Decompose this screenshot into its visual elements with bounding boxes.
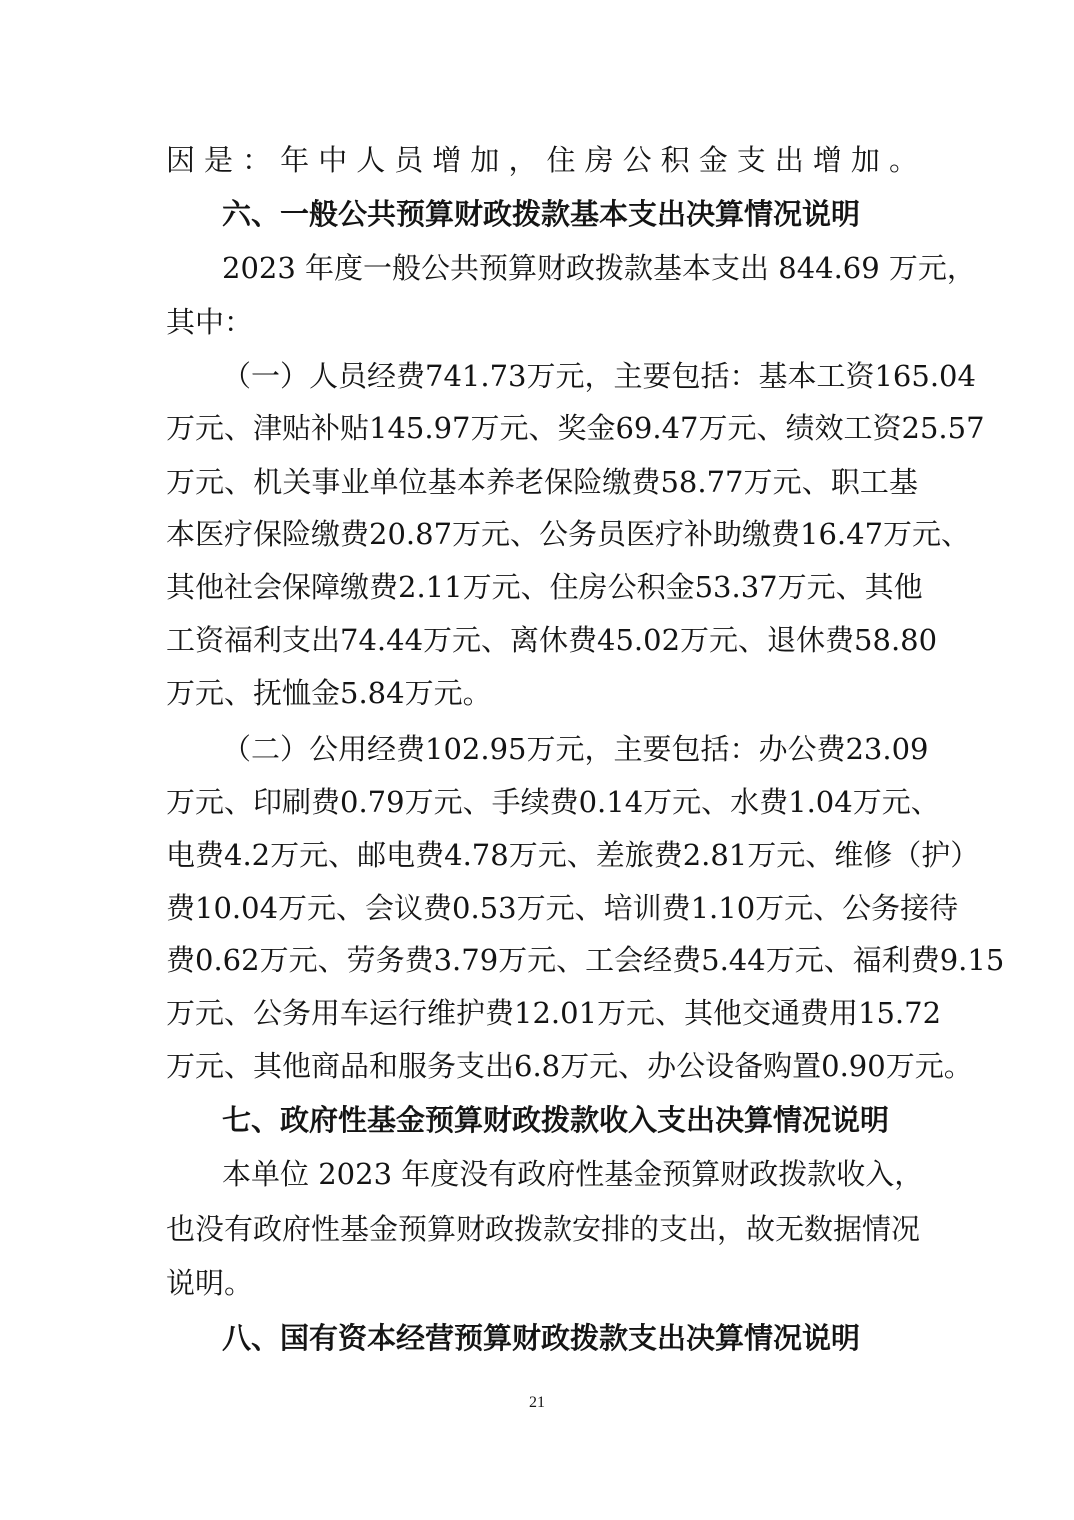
body-line: （一）人员经费741.73万元，主要包括：基本工资165.04	[222, 359, 976, 393]
page-number: 21	[529, 1394, 545, 1411]
body-line: 万元、抚恤金5.84万元。	[166, 676, 492, 710]
body-line: 电费4.2万元、邮电费4.78万元、差旅费2.81万元、维修（护）	[166, 838, 980, 872]
body-line: 万元、其他商品和服务支出6.8万元、办公设备购置0.90万元。	[166, 1049, 973, 1083]
body-line: 也没有政府性基金预算财政拨款安排的支出，故无数据情况	[166, 1212, 921, 1246]
section-heading-6: 六、一般公共预算财政拨款基本支出决算情况说明	[222, 197, 861, 231]
body-line: 费0.62万元、劳务费3.79万元、工会经费5.44万元、福利费9.15	[166, 943, 1005, 977]
body-line: 万元、公务用车运行维护费12.01万元、其他交通费用15.72	[166, 996, 942, 1030]
body-line: （二）公用经费102.95万元，主要包括：办公费23.09	[222, 732, 929, 766]
body-line: 万元、机关事业单位基本养老保险缴费58.77万元、职工基	[166, 465, 918, 499]
body-line: 说明。	[166, 1266, 254, 1300]
body-line: 2023 年度一般公共预算财政拨款基本支出 844.69 万元，	[222, 251, 976, 285]
body-line: 费10.04万元、会议费0.53万元、培训费1.10万元、公务接待	[166, 891, 959, 925]
body-line: 工资福利支出74.44万元、离休费45.02万元、退休费58.80	[166, 623, 938, 657]
section-heading-8: 八、国有资本经营预算财政拨款支出决算情况说明	[222, 1321, 861, 1355]
body-line: 其他社会保障缴费2.11万元、住房公积金53.37万元、其他	[166, 570, 923, 604]
body-line: 因是：年中人员增加，住房公积金支出增加。	[166, 143, 918, 177]
body-line: 其中：	[166, 305, 254, 339]
section-heading-7: 七、政府性基金预算财政拨款收入支出决算情况说明	[222, 1103, 890, 1137]
body-line: 本医疗保险缴费20.87万元、公务员医疗补助缴费16.47万元、	[166, 517, 971, 551]
body-line: 万元、津贴补贴145.97万元、奖金69.47万元、绩效工资25.57	[166, 411, 985, 445]
body-line: 万元、印刷费0.79万元、手续费0.14万元、水费1.04万元、	[166, 785, 940, 819]
body-line: 本单位 2023 年度没有政府性基金预算财政拨款收入，	[222, 1157, 924, 1191]
